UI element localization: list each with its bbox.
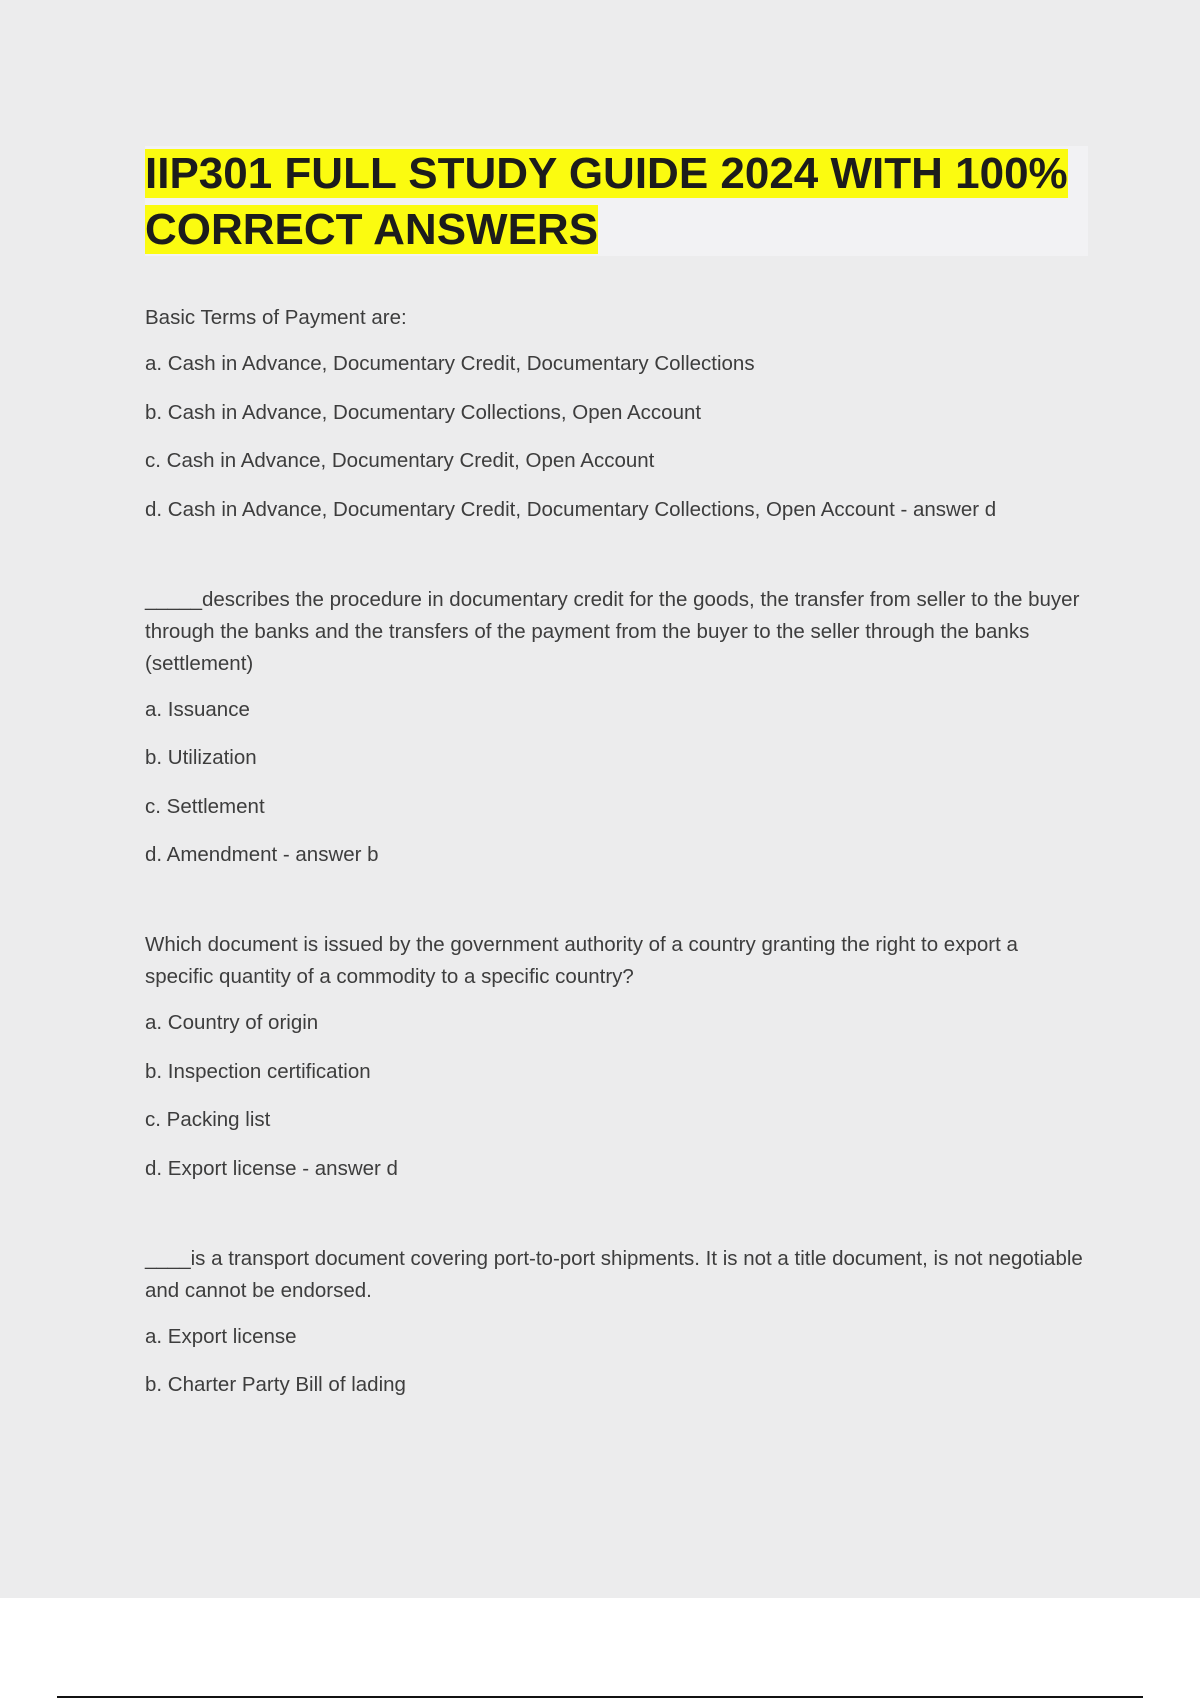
- answer-option-d: d. Cash in Advance, Documentary Credit, Documentary Collections, Open Account - answer d: [145, 497, 997, 521]
- answer-option-b: b. Cash in Advance, Documentary Collections, Open Account: [145, 400, 702, 424]
- answer-option-b: b. Charter Party Bill of lading: [145, 1373, 406, 1396]
- title-highlight: IIP301 FULL STUDY GUIDE 2024 WITH 100% CORRECT ANSWERS: [145, 149, 1068, 254]
- question-text: Basic Terms of Payment are:: [145, 306, 407, 329]
- answer-option-b: b. Inspection certification: [145, 1059, 371, 1083]
- answer-option-a: a. Country of origin: [145, 1011, 319, 1034]
- question-4: [145, 1243, 1085, 1402]
- answer-option-a: a. Issuance: [145, 697, 250, 721]
- question-text: ____is a transport document covering port-to-port shipments. It is not a title document, is not negotiable and cannot be endorsed.: [145, 1246, 1083, 1302]
- answer-option-c: c. Settlement: [145, 794, 265, 818]
- title-block: [145, 146, 1088, 256]
- answer-option-d: d. Export license - answer d: [145, 1156, 398, 1180]
- question-2: [145, 584, 1085, 872]
- answer-option-a: a. Export license: [145, 1324, 297, 1348]
- answer-option-d: d. Amendment - answer b: [145, 843, 379, 866]
- page-footer-divider: [57, 1696, 1143, 1698]
- question-list: [145, 302, 1085, 1418]
- answer-option-b: b. Utilization: [145, 746, 257, 769]
- answer-option-c: c. Packing list: [145, 1108, 271, 1131]
- question-1: [145, 302, 1085, 526]
- document-title: [145, 146, 1088, 258]
- question-3: [145, 929, 1085, 1185]
- question-text: Which document is issued by the government authority of a country granting the right to export a specific quantity of a commodity to a specific country?: [145, 933, 1018, 988]
- answer-option-a: a. Cash in Advance, Documentary Credit, Documentary Collections: [145, 352, 755, 375]
- question-text: _____describes the procedure in documentary credit for the goods, the transfer from seller to the buyer through the banks and the transfers of the payment from the buyer to the seller through the banks (settlement): [145, 587, 1080, 675]
- answer-option-c: c. Cash in Advance, Documentary Credit, Open Account: [145, 449, 655, 472]
